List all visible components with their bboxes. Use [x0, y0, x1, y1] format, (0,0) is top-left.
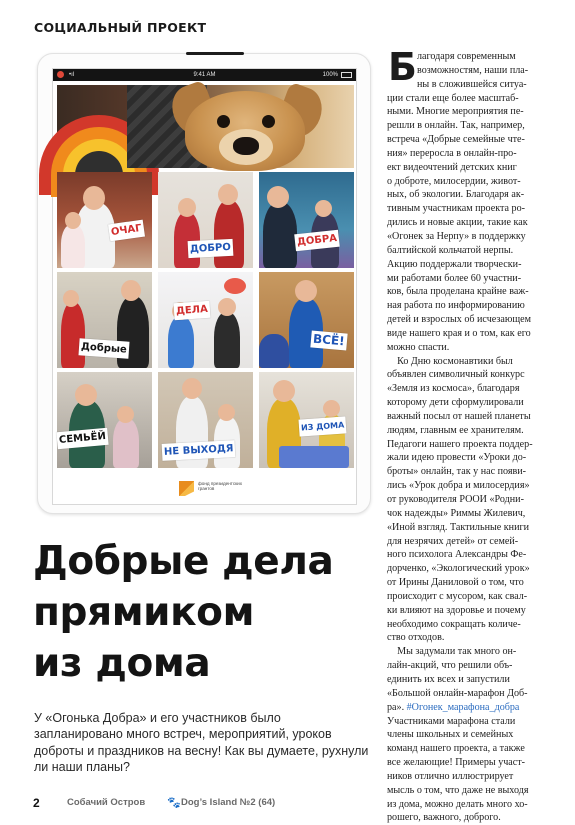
article-line: ников отлично иллюстрирует [387, 770, 514, 782]
article-line: единить их всех и запустили [387, 673, 510, 685]
battery-percent: 100% [322, 72, 338, 78]
headline-line: из дома [33, 641, 211, 686]
section-label: СОЦИАЛЬНЫЙ ПРОЕКТ [34, 20, 207, 35]
article-line: людям, главным ее хранителям. [387, 424, 524, 436]
article-line: ство отходов. [387, 632, 445, 644]
article-line: необходимо сокращать количе- [387, 618, 521, 630]
article-line: ная работа по информированию [387, 300, 525, 312]
dog-eye [262, 115, 275, 128]
article-line: мысль о том, что даже не выходя [387, 784, 529, 796]
family-photo [158, 372, 253, 468]
family-photo [259, 172, 354, 268]
article-line: Мы задумали так много он- [387, 646, 517, 658]
article-line: ции стали еще более масштаб- [387, 92, 519, 104]
article-line: дорченко, «Экологический урок» [387, 563, 530, 575]
article-line: детей и взрослых об исчезающем [387, 314, 532, 326]
family-photo [158, 172, 253, 268]
article-line: о доброте, милосердии, живот- [387, 175, 521, 187]
grants-fund-logo-text: фонд президентских грантов [198, 481, 242, 491]
article-line: тивным участникам проекта ро- [387, 203, 525, 215]
article-line: из дома, можно делать много хо- [387, 798, 528, 810]
article-line: рошего, важного, доброго. [387, 812, 501, 824]
family-photo [57, 372, 152, 468]
article-line: ния» переросла в онлайн-про- [387, 147, 517, 159]
article-line: Педагоги нашего проекта поддер- [387, 438, 533, 450]
dog-banner-image [57, 85, 354, 168]
article-line: от Ирины Даниловой о том, что [387, 577, 524, 589]
sign-card: ДОБРА [294, 230, 340, 252]
article-line: команд нашего проекта, а также [387, 743, 525, 755]
article-line: «Огонек за Нерпу» в поддержку [387, 230, 526, 242]
magazine-name: Собачий Остров [67, 797, 146, 808]
article-line: можно спасти. [387, 341, 450, 353]
sign-card: ИЗ ДОМА [298, 416, 346, 436]
sign-card: ДОБРО [188, 239, 234, 258]
article-line: ного психолога Александры Фе- [387, 549, 527, 561]
article-line: лись «Урок добра и милосердия» [387, 480, 530, 492]
article-line: которому дети сформулировали [387, 397, 524, 409]
page-number: 2 [33, 796, 40, 810]
article-line: ки влияют на здоровье и почему [387, 604, 526, 616]
sign-card: НЕ ВЫХОДЯ [162, 440, 236, 461]
tablet-screen [52, 68, 357, 505]
article-line: происходит с мусором, как свал- [387, 590, 528, 602]
article-line: от руководителя РООИ «Родни- [387, 494, 524, 505]
signal-icon: •ıl [69, 72, 75, 78]
article-body [387, 45, 547, 825]
family-photo [259, 272, 354, 368]
article-line: броты» онлайн, так у нас появи- [387, 466, 527, 478]
article-line: Ко Дню космонавтики был [387, 355, 513, 367]
sign-card: Добрые [78, 338, 129, 358]
family-photo-grid [57, 172, 354, 468]
article-line: возможностям, наши пла- [417, 64, 529, 76]
article-line: ект видеочтений детских книг [387, 161, 517, 173]
dog-nose [233, 137, 259, 155]
article-line: Участниками марафона стали [387, 715, 516, 727]
family-photo [57, 172, 152, 268]
article-line: объявлен символичный конкурс [387, 369, 525, 381]
tablet-status-bar [53, 69, 356, 81]
article-line: балтийской кольчатой нерпы. [387, 244, 514, 256]
dog-eye [217, 115, 230, 128]
sign-card: ДЕЛА [173, 301, 210, 320]
article-line: встреча «Добрые семейные чте- [387, 134, 525, 146]
article-line: ных, об экологии. Благодаря ак- [387, 189, 525, 201]
article-headline [33, 536, 373, 689]
article-line: ными. Многие мероприятия пе- [387, 106, 524, 118]
status-time: 9:41 AM [193, 72, 216, 78]
article-line: «Большой онлайн-марафон Доб- [387, 687, 528, 699]
family-photo [57, 272, 152, 368]
article-line: ков, была проделана крайне важ- [387, 286, 529, 298]
article-line: чок надежды» Риммы Жилевич, [387, 507, 526, 519]
headline-line: Добрые дела [33, 539, 334, 584]
tablet-camera [186, 52, 244, 55]
article-line: «Иной взгляд. Тактильные книги [387, 521, 530, 533]
grants-fund-logo-icon [179, 481, 194, 496]
article-line: для незрячих детей» от семей- [387, 535, 519, 547]
magazine-issue: Dog’s Island №2 (64) [181, 797, 276, 808]
family-photo [259, 372, 354, 468]
tablet-photo [37, 53, 371, 514]
article-line: ра». #Огонек_марафона_добра [387, 701, 520, 713]
article-line: ми работами более 60 участни- [387, 272, 522, 284]
article-line: важный посыл от нашей планеты [387, 410, 531, 422]
article-line: решли в онлайн. Так, например, [387, 120, 525, 132]
article-lead: У «Огонька Добра» и его участников было запланировано много встреч, мероприятий, уроков доброты и праздников на весну! Как вы думаете, рухнули ли наши планы? [34, 711, 369, 775]
article-line: лагодаря современным [417, 51, 516, 62]
article-line: лайн-акций, что решили объ- [387, 660, 513, 672]
article-line: члены школьных и семейных [387, 729, 514, 741]
paw-icon: 🐾 [167, 797, 181, 809]
article-line: виде нашего края и о том, как его [387, 327, 531, 339]
headline-line: прямиком [33, 590, 255, 635]
battery-icon [341, 72, 352, 78]
article-line: «Земля из космоса», благодаря [387, 383, 520, 395]
sign-card: ВСЁ! [310, 330, 347, 350]
article-line: жали идею провести «Уроки до- [387, 452, 527, 464]
article-line: Акцию поддержали творчески- [387, 258, 522, 270]
hashtag-link[interactable]: #Огонек_марафона_добра [406, 701, 520, 713]
article-line: все желающие! Примеры участ- [387, 757, 526, 769]
article-line: ны в сложившейся ситуа- [417, 78, 527, 90]
family-photo [158, 272, 253, 368]
grants-fund-logo [179, 480, 242, 498]
sign-card: ОЧАГ [108, 220, 145, 242]
drop-cap: Б [388, 45, 417, 89]
sign-card: СЕМЬЁЙ [56, 428, 108, 449]
article-line: дились и новые акции, такие как [387, 217, 528, 229]
